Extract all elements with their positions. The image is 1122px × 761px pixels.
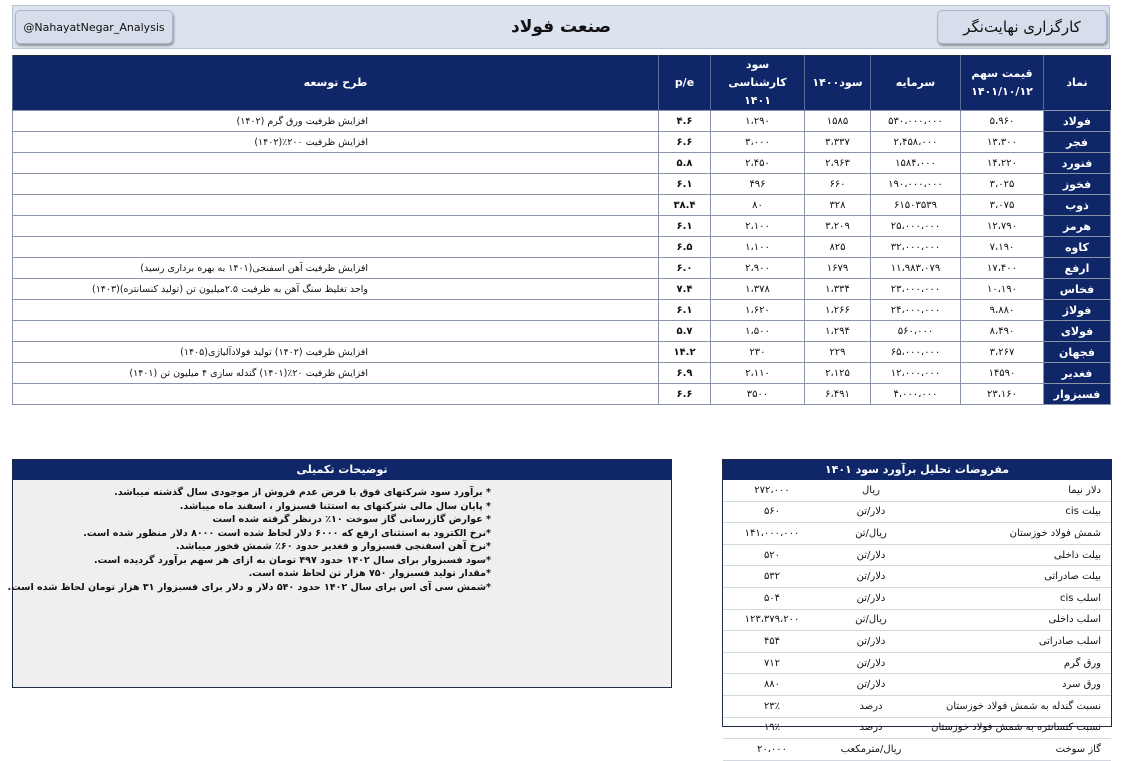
table-row [13,132,1111,153]
assumption-unit: دلار/تن [821,544,921,566]
table-row [13,363,1111,384]
symbol-cell: فولای [1044,321,1111,342]
price-cell: ۱۴،۲۲۰ [961,153,1044,174]
assumption-row [723,501,1111,523]
table-row [13,195,1111,216]
note-item: * عوارض گازرسانی گاز سوخت ۱۰٪ درنظر گرفته شده است [212,514,491,525]
symbol-cell: ارفع [1044,258,1111,279]
capital-cell: ۲۵،۰۰۰،۰۰۰ [871,216,961,237]
profit-1401-cell: ۱،۶۲۰ [711,300,805,321]
profit-1400-cell: ۲،۹۶۳ [805,153,871,174]
col-capital: سرمایه [871,56,961,111]
plan-cell: واحد تغلیظ سنگ آهن به ظرفیت ۲.۵میلیون تن (تولید کنسانتره)(۱۴۰۳) [13,279,659,300]
col-pe: p/e [659,56,711,111]
brand-badge: کارگزاری نهایت‌نگر [937,10,1107,44]
pe-cell: ۴.۶ [659,111,711,132]
plan-cell [13,195,659,216]
assumption-name: اسلب صادراتی [921,631,1111,653]
assumption-unit: ریال/مترمکعب [821,739,921,761]
note-item: *شمش سی آی اس برای سال ۱۴۰۲ حدود ۵۴۰ دلار و دلار برای فسبزوار ۳۱ هزار تومان لحاظ شده است. [7,581,491,593]
assumption-row [723,523,1111,545]
symbol-cell: کاوه [1044,237,1111,258]
table-row [13,342,1111,363]
pe-cell: ۶.۱ [659,174,711,195]
profit-1400-cell: ۱،۲۹۴ [805,321,871,342]
profit-1400-cell: ۱،۳۳۴ [805,279,871,300]
assumption-row [723,609,1111,631]
price-cell: ۱۷،۴۰۰ [961,258,1044,279]
capital-cell: ۲۳،۰۰۰،۰۰۰ [871,279,961,300]
col-profit-1401: سود کارشناسی ۱۴۰۱ [711,56,805,111]
symbol-cell: فجهان [1044,342,1111,363]
capital-cell: ۳۲،۰۰۰،۰۰۰ [871,237,961,258]
profit-1401-cell: ۱،۵۰۰ [711,321,805,342]
table-row [13,111,1111,132]
profit-1400-cell: ۳۲۸ [805,195,871,216]
assumption-unit: دلار/تن [821,674,921,696]
assumption-row [723,652,1111,674]
assumption-value: ۱۲۳،۳۷۹،۲۰۰ [723,609,821,631]
profit-1400-cell: ۶۶۰ [805,174,871,195]
pe-cell: ۶.۱ [659,300,711,321]
assumption-name: ورق سرد [921,674,1111,696]
symbol-cell: فنورد [1044,153,1111,174]
assumption-value: ۸۸۰ [723,674,821,696]
col-plan: طرح توسعه [13,56,659,111]
price-cell: ۹،۸۸۰ [961,300,1044,321]
assumptions-title: مفروضات تحلیل برآورد سود ۱۴۰۱ [723,460,1111,480]
assumption-unit: دلار/تن [821,566,921,588]
profit-1401-cell: ۲،۹۰۰ [711,258,805,279]
assumption-name: اسلب داخلی [921,609,1111,631]
assumption-unit: دلار/تن [821,652,921,674]
symbol-cell: فخاس [1044,279,1111,300]
notes-list [7,486,671,594]
profit-1400-cell: ۸۲۵ [805,237,871,258]
plan-cell: افزایش ظرفیت ۲۰۰٪(۱۴۰۲) [13,132,659,153]
note-item: * پایان سال مالی شرکتهای به استثنا فسبزوار ، اسفند ماه میباشد. [179,500,491,512]
price-cell: ۱۴۵۹۰ [961,363,1044,384]
note-item: *مقدار تولید فسبزوار ۷۵۰ هزار تن لحاظ شده است. [248,568,491,579]
profit-1400-cell: ۶،۴۹۱ [805,384,871,405]
assumption-value: ۱۴۱،۰۰۰،۰۰۰ [723,523,821,545]
table-row [13,174,1111,195]
assumption-row [723,544,1111,566]
col-symbol: نماد [1044,56,1111,111]
pe-cell: ۶.۶ [659,384,711,405]
symbol-cell: هرمز [1044,216,1111,237]
profit-1401-cell: ۲۳۰ [711,342,805,363]
notes-panel [7,459,672,688]
assumption-name: نسبت گندله به شمش فولاد خوزستان [921,695,1111,717]
pe-cell: ۶.۱ [659,216,711,237]
companies-table [12,55,1111,405]
assumption-row [723,717,1111,739]
assumption-name: دلار نیما [921,480,1111,501]
plan-cell [13,174,659,195]
assumption-unit: ریال/تن [821,609,921,631]
handle-badge: @NahayatNegar_Analysis [15,10,173,44]
assumptions-table [723,480,1111,761]
assumption-name: بیلت صادراتی [921,566,1111,588]
assumption-value: ۱۹٪ [723,717,821,739]
assumption-name: اسلب cis [921,587,1111,609]
price-cell: ۳،۲۶۷ [961,342,1044,363]
capital-cell: ۶۵،۰۰۰،۰۰۰ [871,342,961,363]
assumption-value: ۲۰،۰۰۰ [723,739,821,761]
assumption-row [723,566,1111,588]
profit-1400-cell: ۳،۳۳۷ [805,132,871,153]
plan-cell: افزایش ظرفیت ورق گرم (۱۴۰۲) [13,111,659,132]
capital-cell: ۱۲،۰۰۰،۰۰۰ [871,363,961,384]
assumption-value: ۷۱۲ [723,652,821,674]
pe-cell: ۷.۴ [659,279,711,300]
capital-cell: ۱۹۰،۰۰۰،۰۰۰ [871,174,961,195]
table-row [13,321,1111,342]
price-cell: ۵،۹۶۰ [961,111,1044,132]
table-row [13,300,1111,321]
symbol-cell: فغدیر [1044,363,1111,384]
note-item: *سود فسبزوار برای سال ۱۴۰۲ حدود ۴۹۷ تومان به ازای هر سهم برآورد گردیده است. [94,554,491,566]
table-row [13,384,1111,405]
assumption-unit: درصد [821,717,921,739]
price-cell: ۱۰،۱۹۰ [961,279,1044,300]
assumption-name: شمش فولاد خوزستان [921,523,1111,545]
col-profit-1400: سود۱۴۰۰ [805,56,871,111]
profit-1401-cell: ۲،۱۱۰ [711,363,805,384]
capital-cell: ۵۳۰،۰۰۰،۰۰۰ [871,111,961,132]
profit-1400-cell: ۳،۲۰۹ [805,216,871,237]
col-price-date: ۱۴۰۱/۱۰/۱۲ [971,85,1033,98]
symbol-cell: فخوز [1044,174,1111,195]
assumption-value: ۵۳۲ [723,566,821,588]
assumption-value: ۵۲۰ [723,544,821,566]
price-cell: ۲۳،۱۶۰ [961,384,1044,405]
assumption-name: ورق گرم [921,652,1111,674]
assumption-value: ۵۶۰ [723,501,821,523]
profit-1400-cell: ۲۲۹ [805,342,871,363]
price-cell: ۳،۰۷۵ [961,195,1044,216]
symbol-cell: فولاژ [1044,300,1111,321]
pe-cell: ۶.۶ [659,132,711,153]
assumption-unit: درصد [821,695,921,717]
assumption-unit: دلار/تن [821,587,921,609]
plan-cell: افزایش ظرفیت آهن اسفنجی(۱۴۰۱ به بهره برداری رسید) [13,258,659,279]
plan-cell: افزایش ظرفیت (۱۴۰۲) تولید فولادآلیاژی(۱۴۰۵) [13,342,659,363]
capital-cell: ۵۶۰،۰۰۰ [871,321,961,342]
notes-title: توضیحات تکمیلی [13,460,671,480]
assumption-row [723,739,1111,761]
profit-1401-cell: ۸۰ [711,195,805,216]
symbol-cell: ذوب [1044,195,1111,216]
profit-1400-cell: ۲،۱۲۵ [805,363,871,384]
note-item: *نرخ آهن اسفنجی فسبزوار و فغدیر حدود ۶۰٪ شمش فخوز میباشد. [175,541,491,552]
profit-1400-cell: ۱۶۷۹ [805,258,871,279]
table-row [13,216,1111,237]
col-price-label: قیمت سهم [971,67,1033,80]
symbol-cell: فسبزوار [1044,384,1111,405]
capital-cell: ۱۱،۹۸۳،۰۷۹ [871,258,961,279]
pe-cell: ۶.۰ [659,258,711,279]
assumption-row [723,480,1111,501]
plan-cell [13,153,659,174]
assumption-value: ۲۷۲،۰۰۰ [723,480,821,501]
profit-1401-cell: ۳،۰۰۰ [711,132,805,153]
assumption-row [723,695,1111,717]
assumption-unit: ریال/تن [821,523,921,545]
symbol-cell: فولاد [1044,111,1111,132]
pe-cell: ۶.۵ [659,237,711,258]
plan-cell [13,384,659,405]
pe-cell: ۵.۸ [659,153,711,174]
pe-cell: ۵.۷ [659,321,711,342]
plan-cell [13,321,659,342]
title-bar [12,5,1110,49]
assumption-row [723,674,1111,696]
symbol-cell: فجر [1044,132,1111,153]
plan-cell [13,300,659,321]
assumption-value: ۵۰۴ [723,587,821,609]
assumption-name: نسبت کنسانتره به شمش فولاد خوزستان [921,717,1111,739]
profit-1401-cell: ۳۵۰۰ [711,384,805,405]
capital-cell: ۴،۰۰۰،۰۰۰ [871,384,961,405]
assumption-value: ۲۳٪ [723,695,821,717]
price-cell: ۷،۱۹۰ [961,237,1044,258]
capital-cell: ۲۴،۰۰۰،۰۰۰ [871,300,961,321]
price-cell: ۱۳،۳۰۰ [961,132,1044,153]
price-cell: ۱۲،۷۹۰ [961,216,1044,237]
capital-cell: ۱۵۸۴،۰۰۰ [871,153,961,174]
note-item: * برآورد سود شرکتهای فوق با فرض عدم فروش از موجودی سال گذشته میباشد. [114,487,491,498]
plan-cell [13,237,659,258]
table-row [13,153,1111,174]
table-header-row [13,56,1111,111]
pe-cell: ۶.۹ [659,363,711,384]
assumption-row [723,631,1111,653]
assumption-value: ۴۵۴ [723,631,821,653]
assumption-name: گاز سوخت [921,739,1111,761]
profit-1401-cell: ۴۹۶ [711,174,805,195]
assumption-unit: دلار/تن [821,501,921,523]
profit-1401-cell: ۱،۲۹۰ [711,111,805,132]
price-cell: ۳،۰۲۵ [961,174,1044,195]
page-title: صنعت فولاد [510,17,612,37]
assumption-unit: ریال [821,480,921,501]
assumption-unit: دلار/تن [821,631,921,653]
table-row [13,279,1111,300]
assumption-name: بیلت cis [921,501,1111,523]
table-row [13,237,1111,258]
profit-1400-cell: ۱،۲۶۶ [805,300,871,321]
pe-cell: ۱۴.۲ [659,342,711,363]
assumptions-panel [722,459,1112,755]
capital-cell: ۶۱۵۰۳۵۳۹ [871,195,961,216]
profit-1401-cell: ۱،۳۷۸ [711,279,805,300]
assumption-row [723,587,1111,609]
pe-cell: ۳۸.۴ [659,195,711,216]
profit-1401-cell: ۲،۴۵۰ [711,153,805,174]
note-item: *نرخ الکترود به استثنای ارفع که ۶۰۰۰ دلار لحاظ شده است ۸۰۰۰ دلار منظور شده است. [83,527,491,539]
capital-cell: ۲،۴۵۸،۰۰۰ [871,132,961,153]
profit-1401-cell: ۲،۱۰۰ [711,216,805,237]
plan-cell: افزایش ظرفیت ۲۰٪(۱۴۰۱) گندله سازی ۴ میلیون تن (۱۴۰۱) [13,363,659,384]
col-price [961,56,1044,111]
plan-cell [13,216,659,237]
price-cell: ۸،۴۹۰ [961,321,1044,342]
assumption-name: بیلت داخلی [921,544,1111,566]
table-row [13,258,1111,279]
profit-1400-cell: ۱۵۸۵ [805,111,871,132]
profit-1401-cell: ۱،۱۰۰ [711,237,805,258]
